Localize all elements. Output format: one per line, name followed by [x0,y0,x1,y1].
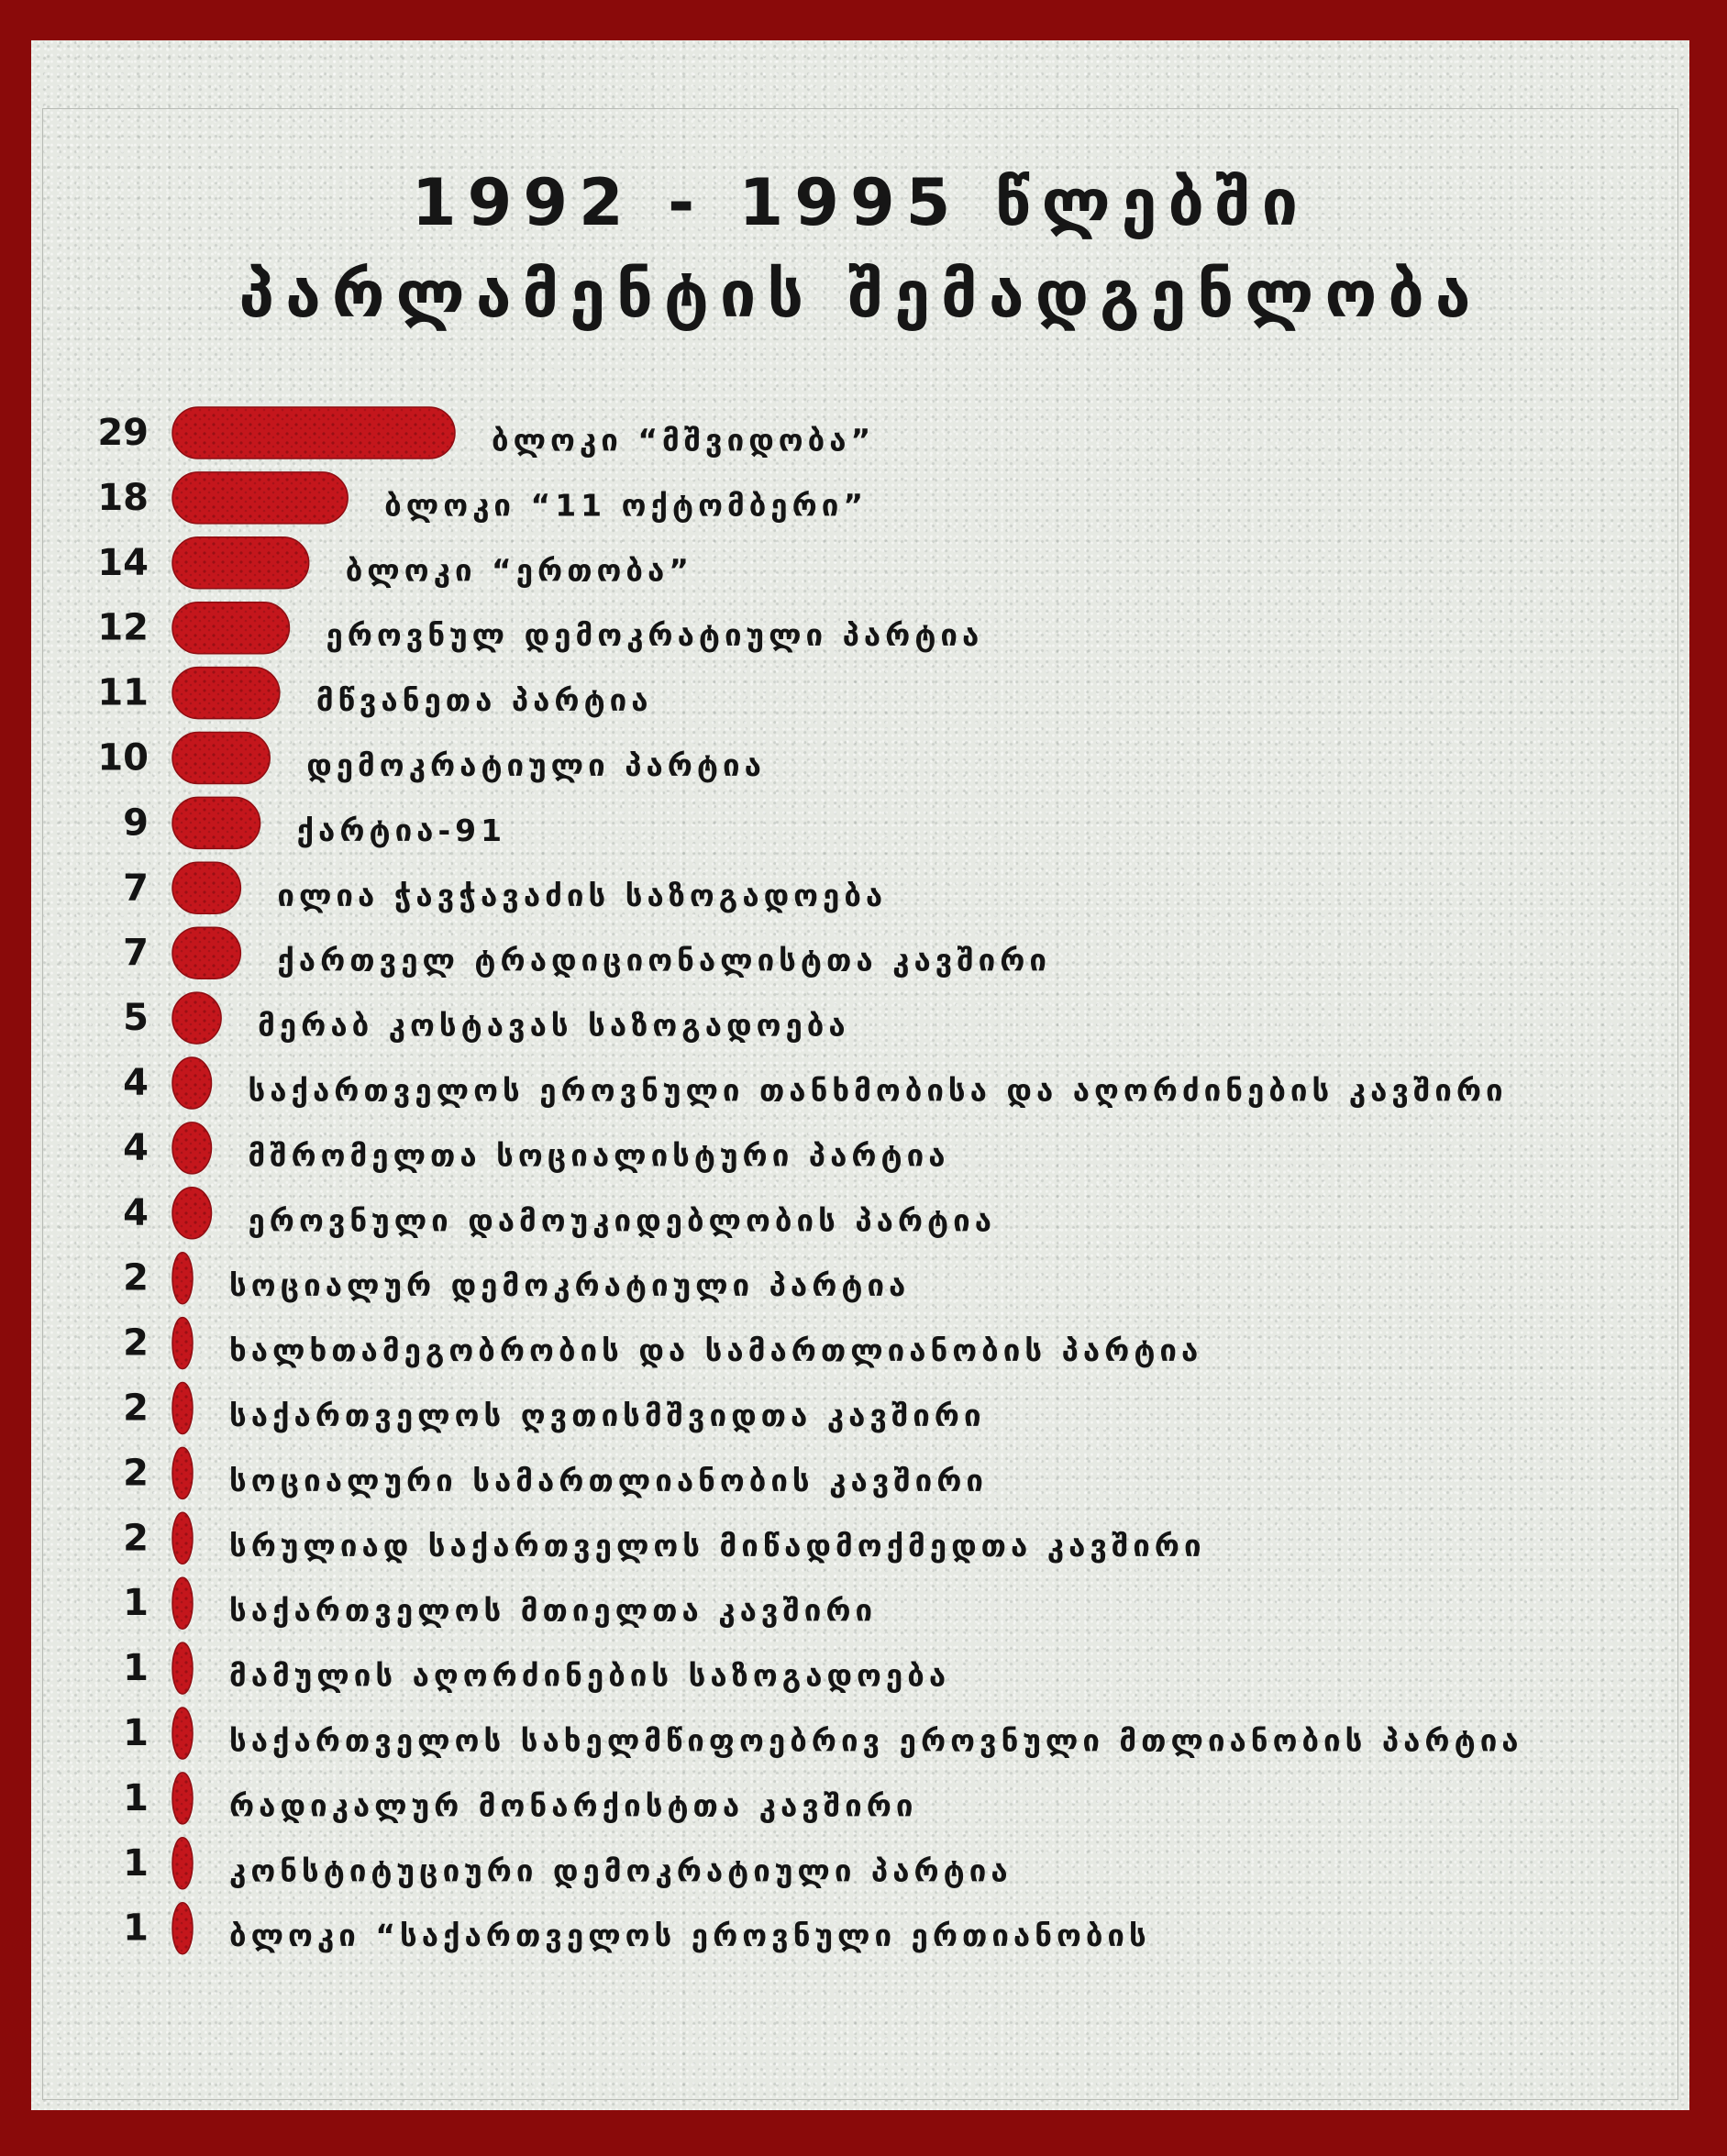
bar [172,1253,193,1304]
bar [172,797,260,848]
bar-value-label: 1 [123,1712,149,1754]
bar-value-label: 7 [123,867,149,910]
bar [172,472,348,524]
bar [172,1512,193,1564]
bar [172,1188,211,1239]
bar-value-label: 1 [123,1776,149,1819]
party-label: ბლოკი “მშვიდობა” [492,422,876,459]
party-label: საქართველოს მთიელთა კავშირი [229,1592,878,1629]
bar [172,1773,193,1824]
bar [172,1057,211,1109]
bar [172,733,270,784]
party-label: ეროვნული დამოუკიდებლობის პარტია [248,1202,997,1239]
bar [172,992,221,1044]
bar [172,1122,211,1174]
party-label: ქართველ ტრადიციონალისტთა კავშირი [277,942,1051,978]
bar-value-label: 9 [123,802,149,845]
bar [172,1642,193,1694]
bar [172,1838,193,1889]
party-label: საქართველოს სახელმწიფოებრივ ეროვნული მთლიანობის პარტია [229,1722,1523,1759]
bar [172,1903,193,1954]
bar [172,407,455,459]
party-label: საქართველოს ღვთისმშვიდთა კავშირი [229,1398,986,1433]
party-label: მწვანეთა პარტია [316,682,653,719]
bar-value-label: 4 [123,1126,149,1169]
chart-title-line-1: 1992 - 1995 წლებში [411,165,1310,240]
chart-title-line-2: პარლამენტის შემადგენლობა [238,257,1482,332]
party-label: ბლოკი “ერთობა” [345,552,693,589]
bar-value-label: 1 [123,1907,149,1950]
bar-value-label: 12 [97,606,149,649]
bar-value-label: 7 [123,932,149,975]
bar-value-label: 1 [123,1841,149,1885]
party-label: რადიკალურ მონარქისტთა კავშირი [229,1787,918,1824]
bar-value-label: 2 [123,1256,149,1299]
party-label: ბლოკი “საქართველოს ეროვნული ერთიანობის [229,1918,1151,1954]
bar-value-label: 10 [97,736,149,779]
bar-value-label: 5 [123,997,149,1040]
bar-value-label: 2 [123,1387,149,1430]
party-label: მამულის აღორძინების საზოგადოება [229,1657,951,1694]
party-label: ხალხთამეგობრობის და სამართლიანობის პარტია [229,1332,1203,1369]
bar [172,1577,193,1629]
party-label: სოციალურ დემოკრატიული პარტია [229,1267,911,1304]
bar-value-label: 2 [123,1321,149,1365]
party-label: ილია ჭავჭავაძის საზოგადოება [277,877,888,913]
party-label: საქართველოს ეროვნული თანხმობისა და აღორძინების კავშირი [248,1072,1508,1109]
bar-value-label: 29 [97,412,149,454]
bar-value-label: 11 [97,671,149,714]
bar-value-label: 2 [123,1452,149,1495]
bar [172,668,280,719]
bar-value-label: 1 [123,1582,149,1625]
bar [172,1708,193,1759]
bar-value-label: 14 [97,541,149,584]
party-label: სოციალური სამართლიანობის კავშირი [229,1462,988,1498]
bar-value-label: 4 [123,1191,149,1234]
party-label: დემოკრატიული პარტია [306,747,766,783]
bar [172,862,240,913]
bar-value-label: 2 [123,1517,149,1560]
bar-value-label: 4 [123,1062,149,1104]
party-label: ქარტია-91 [296,812,507,848]
party-label: მშრომელთა სოციალისტური პარტია [248,1137,950,1174]
bar-value-label: 1 [123,1647,149,1690]
bar [172,537,309,589]
bar [172,1318,193,1369]
bar [172,1447,193,1498]
bar [172,603,289,654]
chart-marks [97,407,1522,1954]
party-label: ეროვნულ დემოკრატიული პარტია [326,617,984,654]
party-label: მერაბ კოსტავას საზოგადოება [258,1007,850,1044]
bar-value-label: 18 [97,476,149,519]
bar [172,1383,193,1434]
bar [172,927,240,978]
party-label: სრულიად საქართველოს მიწადმოქმედთა კავშირი [229,1527,1206,1564]
party-label: კონსტიტუციური დემოკრატიული პარტია [229,1852,1013,1889]
party-label: ბლოკი “11 ოქტომბერი” [384,487,869,524]
